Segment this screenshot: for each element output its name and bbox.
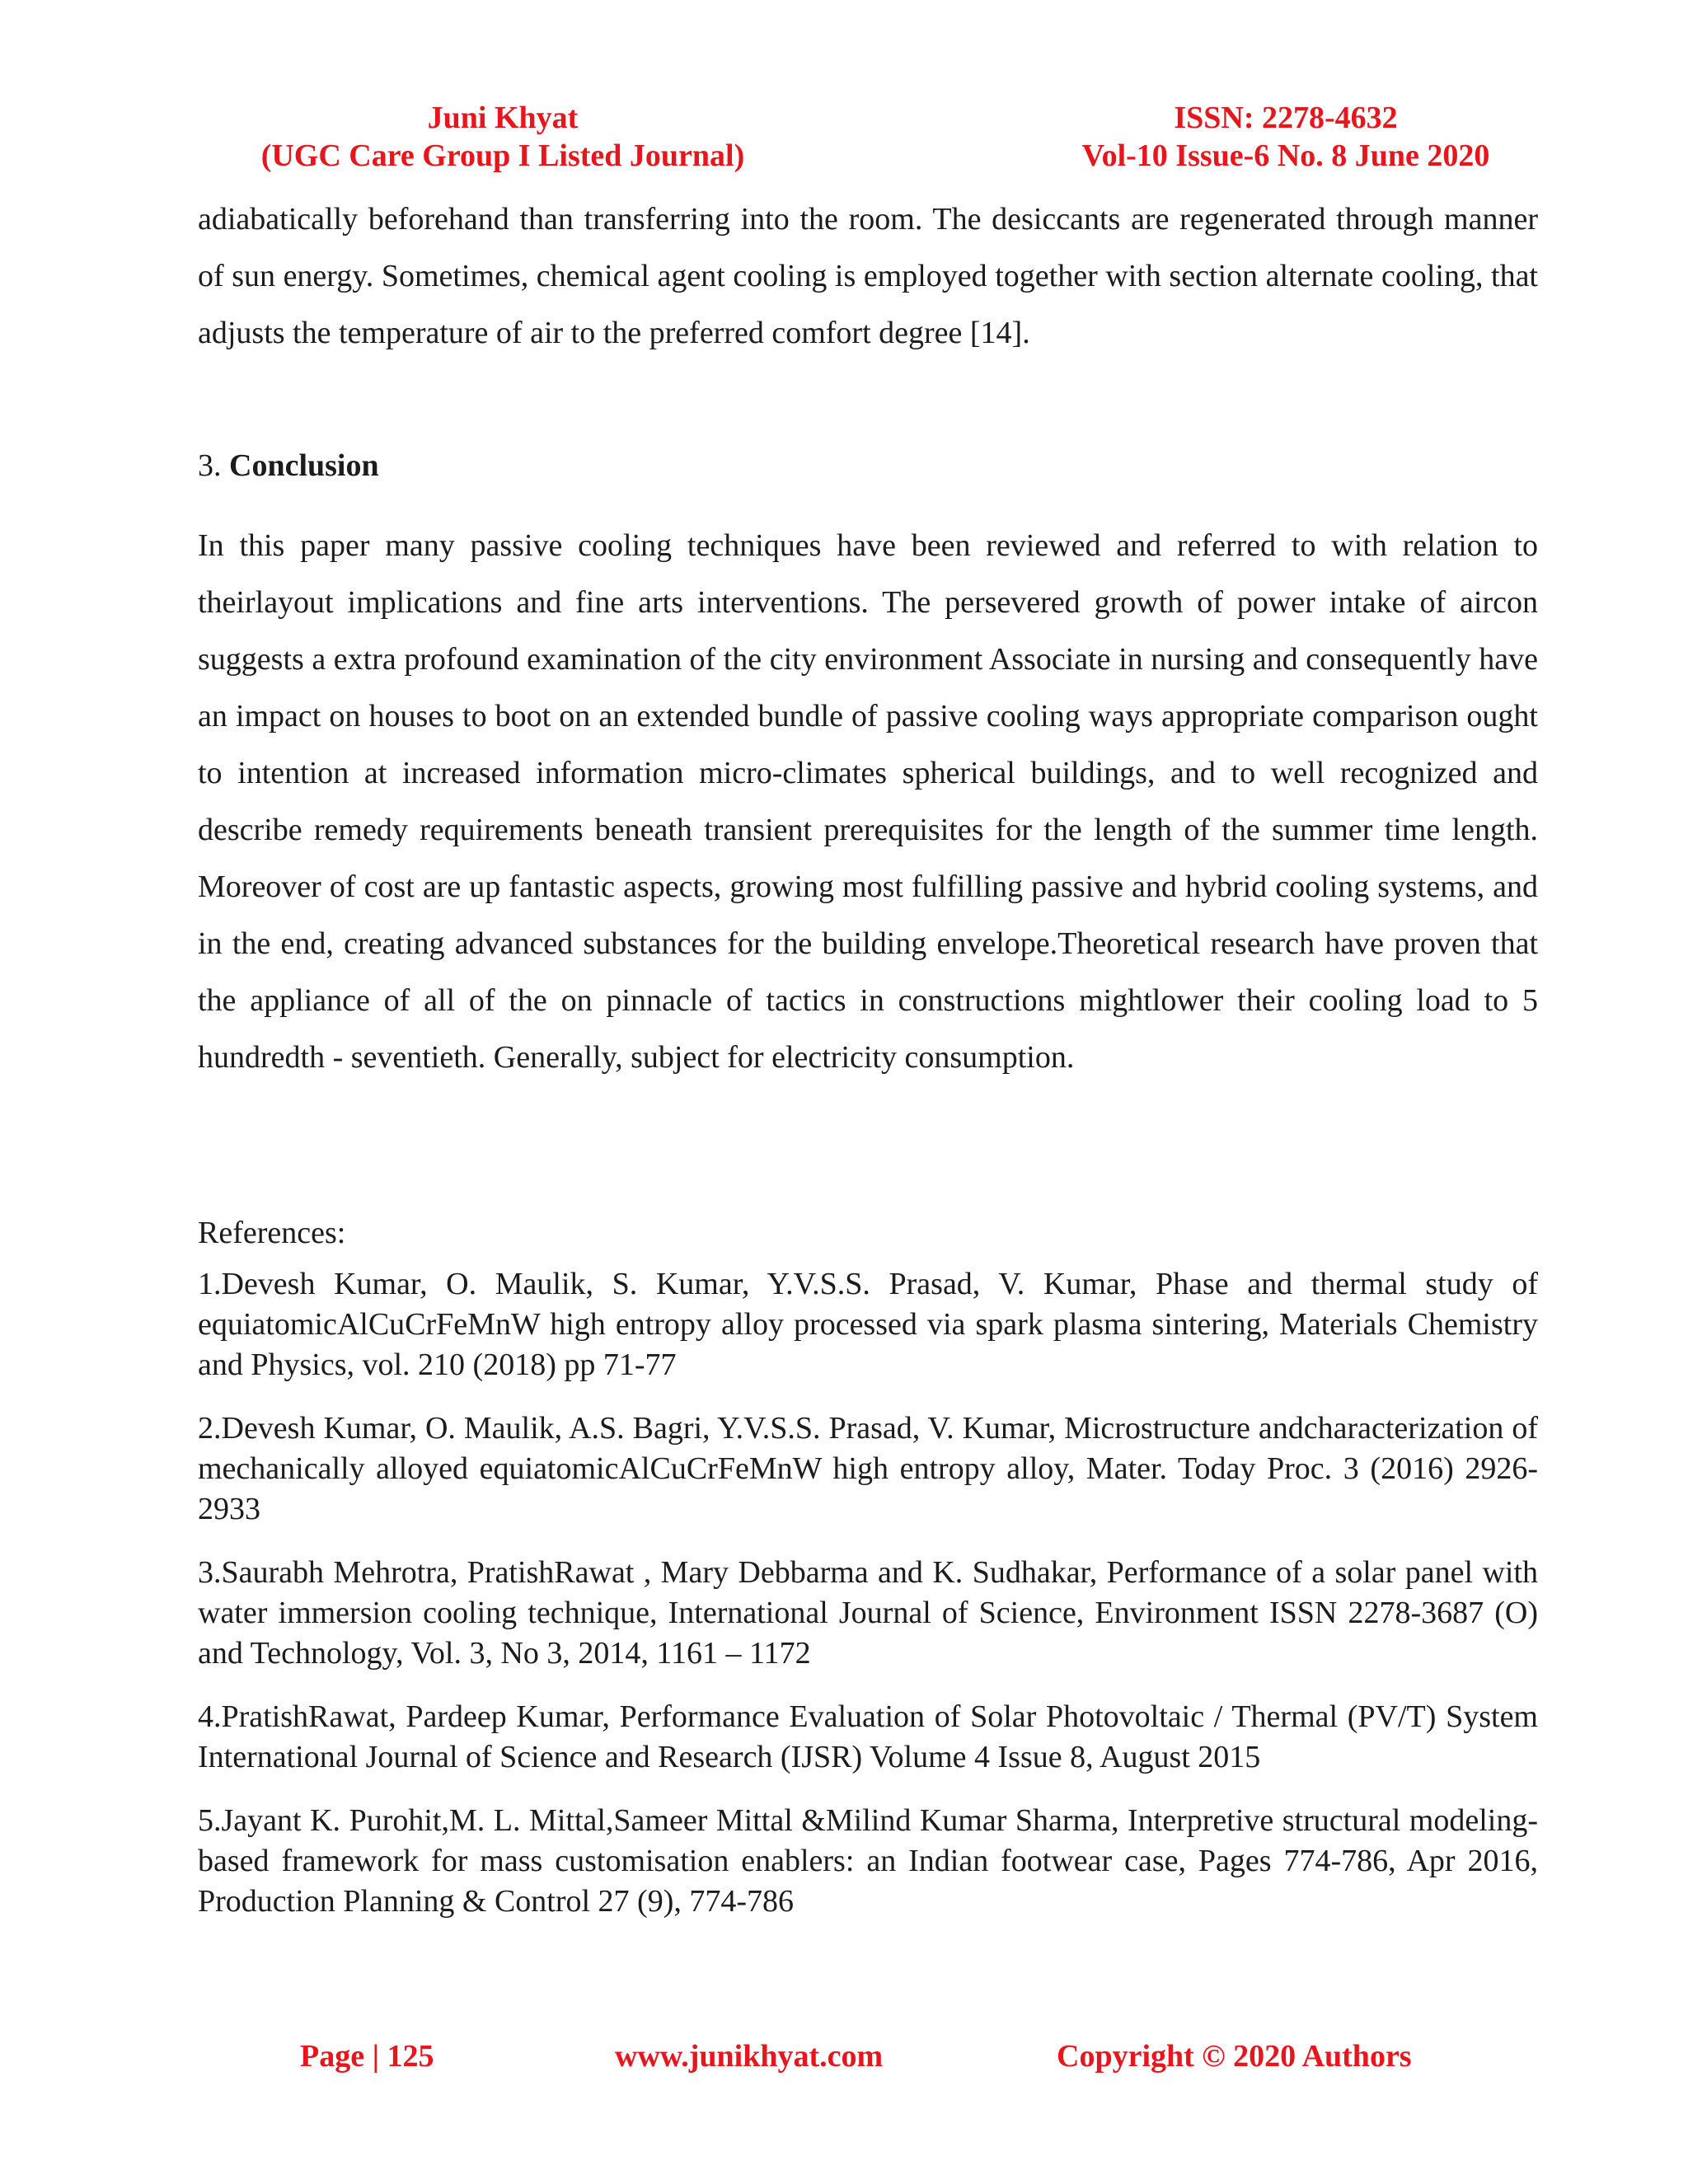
- reference-item: 2.Devesh Kumar, O. Maulik, A.S. Bagri, Y.V.S.S. Prasad, V. Kumar, Microstructure andcharacterization of mechanically alloyed equiatomicAlCuCrFeMnW high entropy alloy, Mater. Today Proc. 3 (2016) 2926-2933: [198, 1411, 1538, 1526]
- conclusion-paragraph: In this paper many passive cooling techniques have been reviewed and referred to with relation to theirlayout implications and fine arts interventions. The persevered growth of power intake of aircon suggests a extra profound examination of the city environment Associate in nursing and consequently have an impact on houses to boot on an extended bundle of passive cooling ways appropriate comparison ought to intention at increased information micro-climates spherical buildings, and to well recognized and describe remedy requirements beneath transient prerequisites for the length of the summer time length. Moreover of cost are up fantastic aspects, growing most fulfilling passive and hybrid cooling systems, and in the end, creating advanced substances for the building envelope.Theoretical research have proven that the appliance of all of the on pinnacle of tactics in constructions mightlower their cooling load to 5 hundredth - seventieth. Generally, subject for electricity consumption.: [198, 528, 1538, 1075]
- header-right: [1039, 99, 1533, 175]
- page-header: [0, 99, 1688, 181]
- reference-item: 4.PratishRawat, Pardeep Kumar, Performance Evaluation of Solar Photovoltaic / Thermal (PV/T) System International Journal of Science and Research (IJSR) Volume 4 Issue 8, August 2015: [198, 1699, 1538, 1774]
- page-number: Page | 125: [300, 2039, 434, 2074]
- section-title: Conclusion: [229, 448, 379, 483]
- page-footer: [0, 2036, 1688, 2085]
- section-heading: [198, 441, 1538, 490]
- references-list: [198, 1264, 1538, 1945]
- journal-name: Juni Khyat: [427, 101, 579, 135]
- section-number: 3.: [198, 448, 222, 483]
- website-link[interactable]: www.junikhyat.com: [615, 2039, 884, 2074]
- journal-issn: ISSN: 2278-4632: [1174, 101, 1398, 135]
- journal-issue: Vol-10 Issue-6 No. 8 June 2020: [1081, 138, 1490, 173]
- intro-paragraph: adiabatically beforehand than transferring into the room. The desiccants are regenerated through manner of sun energy. Sometimes, chemical agent cooling is employed together with section alternate cooling, that adjusts the temperature of air to the preferred comfort degree [14].: [198, 202, 1538, 350]
- references-title: References:: [198, 1216, 346, 1250]
- reference-item: 3.Saurabh Mehrotra, PratishRawat , Mary Debbarma and K. Sudhakar, Performance of a solar panel with water immersion cooling technique, International Journal of Science, Environment ISSN 2278-3687 (O) and Technology, Vol. 3, No 3, 2014, 1161 – 1172: [198, 1555, 1538, 1671]
- journal-listing: (UGC Care Group I Listed Journal): [260, 138, 745, 173]
- copyright-notice: Copyright © 2020 Authors: [1057, 2039, 1412, 2074]
- header-left: [243, 99, 762, 175]
- reference-item: 5.Jayant K. Purohit,M. L. Mittal,Sameer Mittal &Milind Kumar Sharma, Interpretive structural modeling-based framework for mass customisation enablers: an Indian footwear case, Pages 774-786, Apr 2016, Production Planning & Control 27 (9), 774-786: [198, 1803, 1538, 1919]
- reference-item: 1.Devesh Kumar, O. Maulik, S. Kumar, Y.V.S.S. Prasad, V. Kumar, Phase and thermal study of equiatomicAlCuCrFeMnW high entropy alloy processed via spark plasma sintering, Materials Chemistry and Physics, vol. 210 (2018) pp 71-77: [198, 1267, 1538, 1382]
